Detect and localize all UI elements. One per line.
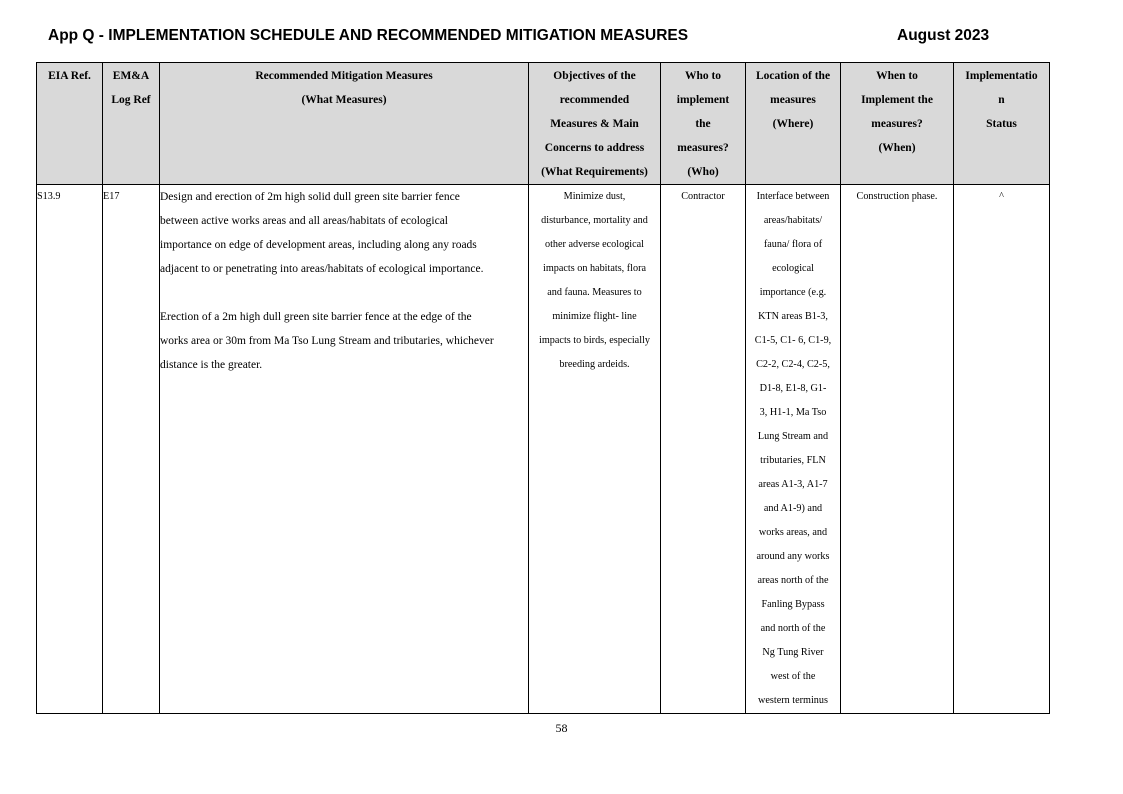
header-eia-ref: EIA Ref. <box>37 63 103 185</box>
cell-status: ^ <box>954 185 1050 714</box>
header-status: Implementatio n Status <box>954 63 1050 185</box>
implementation-schedule-table <box>36 62 1050 714</box>
cell-log-ref: E17 <box>103 185 160 714</box>
header-objectives: Objectives of the recommended Measures & Main Concerns to address (What Requirements) <box>529 63 661 185</box>
cell-who: Contractor <box>661 185 746 714</box>
cell-location: Interface between areas/habitats/ fauna/ flora of ecological importance (e.g. KTN areas B1-3, C1-5, C1- 6, C1-9, C2-2, C2-4, C2-5, D1-8, E1-8, G1- 3, H1-1, Ma Tso Lung Stream and tributaries, FLN areas A1-3, A1-7 and A1-9) and works areas, and around any works areas north of the Fanling Bypass and north of the Ng Tung River west of the western terminus <box>746 185 841 714</box>
header-measures: Recommended Mitigation Measures (What Measures) <box>160 63 529 185</box>
header-location: Location of the measures (Where) <box>746 63 841 185</box>
cell-measures: Design and erection of 2m high solid dull green site barrier fence between active works areas and all areas/habitats of ecological importance on edge of development areas, including along any roads adjacent to or penetrating into areas/habitats of ecological importance. Erection of a 2m high dull green site barrier fence at the edge of the works area or 30m from Ma Tso Lung Stream and tributaries, whichever distance is the greater. <box>160 185 529 714</box>
table-row <box>37 185 1050 714</box>
page-title: App Q - IMPLEMENTATION SCHEDULE AND RECOMMENDED MITIGATION MEASURES <box>48 27 689 44</box>
header-log-ref: EM&A Log Ref <box>103 63 160 185</box>
page-number: 58 <box>555 721 568 735</box>
cell-objectives: Minimize dust, disturbance, mortality and other adverse ecological impacts on habitats, flora and fauna. Measures to minimize flight- line impacts to birds, especially breeding ardeids. <box>529 185 661 714</box>
cell-eia-ref: S13.9 <box>37 185 103 714</box>
header-when: When to Implement the measures? (When) <box>841 63 954 185</box>
table-header-row <box>37 63 1050 185</box>
page-date: August 2023 <box>897 27 990 44</box>
cell-when: Construction phase. <box>841 185 954 714</box>
header-who: Who to implement the measures? (Who) <box>661 63 746 185</box>
